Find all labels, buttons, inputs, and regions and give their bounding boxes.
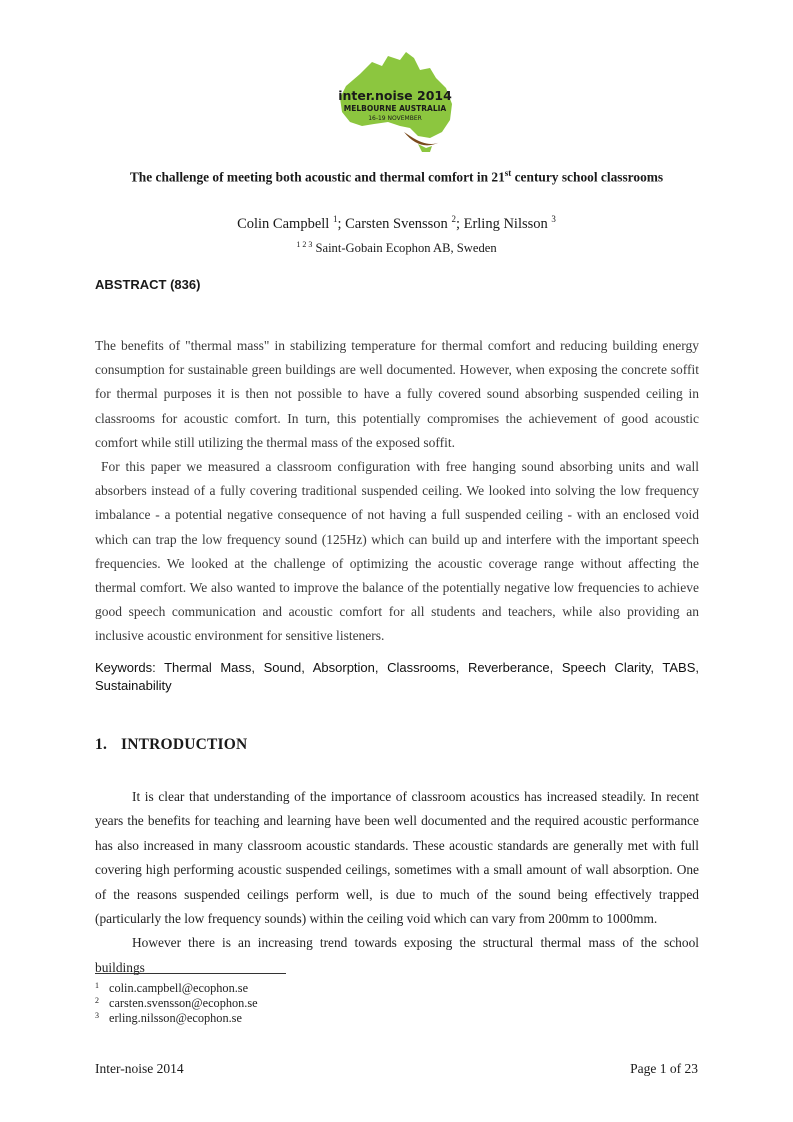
footer-conference: Inter-noise 2014 [95,1061,184,1076]
footer-page-number: Page 1 of 23 [630,1061,698,1076]
svg-text:MELBOURNE AUSTRALIA: MELBOURNE AUSTRALIA [343,104,447,113]
footnote: 3 erling.nilsson@ecophon.se [95,1011,242,1025]
footnote-email[interactable]: colin.campbell@ecophon.se [109,981,249,995]
footnote: 2 carsten.svensson@ecophon.se [95,996,258,1010]
footnote: 1 colin.campbell@ecophon.se [95,981,249,995]
author-name: Colin Campbell [237,216,330,232]
keywords: Keywords: Thermal Mass, Sound, Absorption, Classrooms, Reverberance, Speech Clarity, TABS, Sustainability [95,660,699,693]
intro-paragraph: However there is an increasing trend towards exposing the structural thermal mass of the school buildings [95,935,699,975]
footnote-email[interactable]: carsten.svensson@ecophon.se [109,996,258,1010]
svg-text:16-19 NOVEMBER: 16-19 NOVEMBER [368,115,422,122]
footnotes [95,981,258,1026]
australia-map-icon [330,48,460,160]
abstract-paragraph: The benefits of "thermal mass" in stabilizing temperature for thermal comfort and reducing building energy consumption for sustainable green buildings are well documented. However, when exposing the concrete soffit for thermal purposes it is then not possible to have a fully covered sound absorbing suspended ceiling in classrooms for acoustic comfort. In turn, this potentially compromises the achievement of good acoustic comfort while still utilizing the thermal mass of the exposed soffit. [95,338,699,450]
introduction-body [95,785,699,980]
author-list: Colin Campbell $^1$; Carsten Svensson $^2$; Erling Nilsson $^3$ [237,214,556,232]
abstract-heading: ABSTRACT (836) [95,277,201,292]
affiliation: $^{1 2 3}$ Saint-Gobain Ecophon AB, Sweden [296,240,497,255]
svg-text:inter.noise 2014: inter.noise 2014 [338,88,452,103]
section-heading: 1. INTRODUCTION [95,736,248,753]
footnote-email[interactable]: erling.nilsson@ecophon.se [109,1011,242,1025]
intro-paragraph: It is clear that understanding of the importance of classroom acoustics has increased steadily. In recent years the benefits for teaching and learning have been well documented and the required acoustic performance has also increased in many classroom acoustic standards. These acoustic standards are generally met with full covering high performing acoustic suspended ceilings, sometimes with a small amount of wall absorption. One of the reasons suspended ceilings perform well, is due to much of the sound being effectively trapped (particularly the low frequency sounds) within the ceiling void which can vary from 200mm to 1000mm. [95,789,699,927]
abstract-body [95,334,699,649]
author-name: Erling Nilsson [463,216,548,232]
abstract-paragraph: For this paper we measured a classroom configuration with free hanging sound absorbing units and wall absorbers instead of a fully covering traditional suspended ceiling. We looked into solving the low frequency imbalance - a potential negative consequence of not having a full suspended ceiling - with an enclosed void which can trap the low frequency sound (125Hz) which can build up and interfere with the important speech frequencies. We looked at the challenge of optimizing the acoustic coverage range without affecting the thermal comfort. We also wanted to improve the balance of the potentially negative low frequencies to achieve good speech communication and acoustic comfort for all students and teachers, while also providing an inclusive acoustic environment for sensitive listeners. [95,459,699,644]
paper-title: The challenge of meeting both acoustic and thermal comfort in 21st century school classrooms [129,168,664,185]
author-name: Carsten Svensson [345,216,448,232]
conference-logo [330,48,460,160]
footnote-divider [95,973,286,974]
